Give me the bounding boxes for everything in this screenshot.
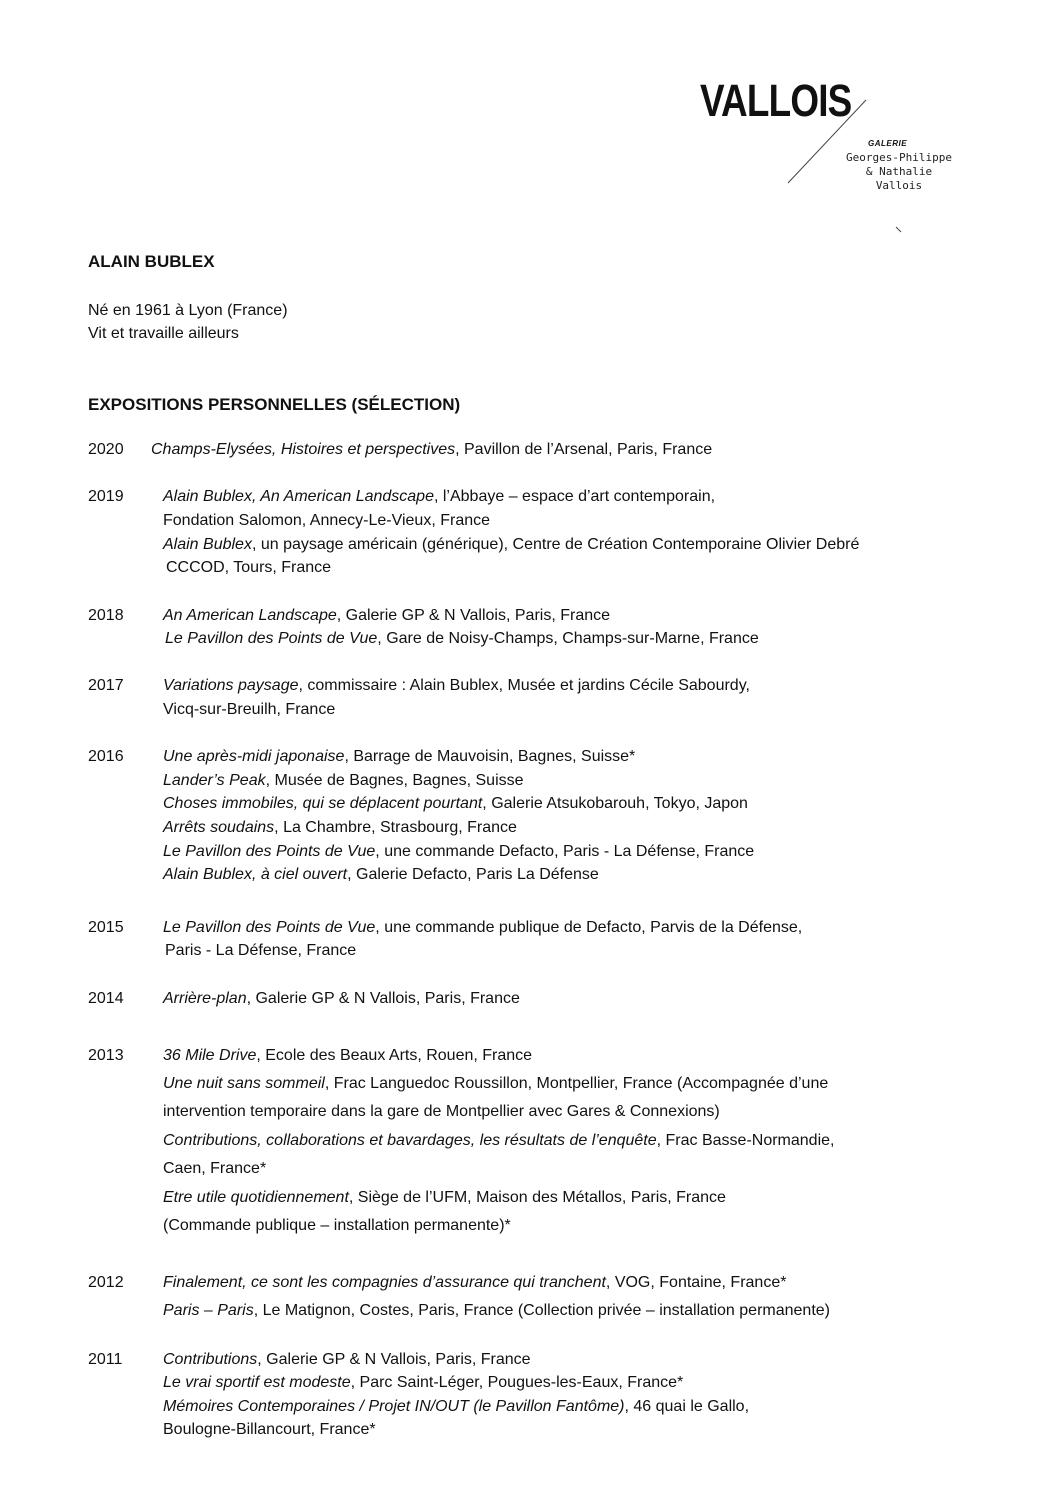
- exhibition-venue: , Le Matignon, Costes, Paris, France (Collection privée – installation permanente): [253, 1302, 830, 1319]
- exhibition-title: 36 Mile Drive: [163, 1047, 257, 1064]
- year-label: 2017: [88, 677, 124, 694]
- artist-name: ALAIN BUBLEX: [88, 252, 215, 271]
- artist-bio: [88, 299, 288, 345]
- exhibition-venue: , Frac Languedoc Roussillon, Montpellier, France (Accompagnée d’une: [324, 1075, 829, 1092]
- exhibition-line: [163, 1103, 720, 1121]
- year-label: 2020: [88, 441, 124, 458]
- exhibition-line: [163, 1160, 266, 1178]
- exhibition-venue: , Galerie Defacto, Paris La Défense: [347, 866, 599, 883]
- exhibition-title: An American Landscape: [163, 607, 337, 624]
- exhibition-line: [163, 607, 610, 625]
- exhibition-venue: , l’Abbaye – espace d’art contemporain,: [433, 488, 716, 505]
- exhibition-venue: , 46 quai le Gallo,: [624, 1398, 750, 1415]
- exhibition-venue: , une commande Defacto, Paris - La Défense, France: [375, 843, 755, 860]
- exhibition-line: [163, 748, 635, 766]
- exhibition-venue: , VOG, Fontaine, France*: [605, 1274, 787, 1291]
- logo-name-line: & Nathalie: [865, 165, 933, 178]
- exhibition-title: Arrière-plan: [163, 990, 247, 1007]
- year-label: 2012: [88, 1274, 124, 1291]
- bio-line: Vit et travaille ailleurs: [88, 325, 239, 342]
- year-label: 2015: [88, 919, 124, 936]
- exhibition-venue: , Siège de l’UFM, Maison des Métallos, Paris, France: [348, 1189, 726, 1206]
- exhibition-title: Mémoires Contemporaines / Projet IN/OUT (le Pavillon Fantôme): [163, 1398, 625, 1415]
- exhibition-title: Contributions: [163, 1351, 258, 1368]
- logo-name-line: Georges-Philippe: [846, 151, 952, 164]
- exhibition-title: Lander’s Peak: [163, 772, 266, 789]
- exhibition-line: [163, 1217, 511, 1235]
- logo-galerie-label: GALERIE: [868, 139, 908, 148]
- exhibition-venue: (Commande publique – installation permanente)*: [163, 1217, 511, 1234]
- section-title: EXPOSITIONS PERSONNELLES (SÉLECTION): [88, 395, 461, 414]
- exhibition-line: [163, 1132, 834, 1150]
- exhibition-line: [163, 1374, 683, 1392]
- year-label: 2018: [88, 607, 124, 624]
- exhibition-line: [165, 942, 356, 960]
- exhibition-venue: , Gare de Noisy-Champs, Champs-sur-Marne, France: [377, 630, 759, 647]
- year-label: 2013: [88, 1047, 124, 1064]
- exhibition-title: Alain Bublex, An American Landscape: [163, 488, 434, 505]
- exhibition-title: Variations paysage: [163, 677, 299, 694]
- exhibition-venue: , Ecole des Beaux Arts, Rouen, France: [256, 1047, 533, 1064]
- logo-wordmark: VALLOIS: [700, 75, 852, 126]
- year-label: 2011: [88, 1351, 123, 1368]
- exhibition-line: [163, 919, 802, 937]
- exhibition-line: [163, 795, 748, 813]
- exhibition-line: [163, 1274, 786, 1292]
- exhibition-line: [163, 1421, 376, 1439]
- exhibition-title: Une nuit sans sommeil: [163, 1075, 325, 1092]
- exhibition-venue: , Galerie GP & N Vallois, Paris, France: [336, 607, 611, 624]
- exhibition-venue: , Musée de Bagnes, Bagnes, Suisse: [265, 772, 524, 789]
- exhibition-venue: , Frac Basse-Normandie,: [656, 1132, 835, 1149]
- exhibition-venue: , Galerie GP & N Vallois, Paris, France: [246, 990, 520, 1007]
- exhibition-venue: , Barrage de Mauvoisin, Bagnes, Suisse*: [344, 748, 636, 765]
- exhibition-line: [163, 701, 335, 719]
- exhibition-venue: intervention temporaire dans la gare de Montpellier avec Gares & Connexions): [163, 1103, 720, 1120]
- exhibition-line: [163, 1075, 828, 1093]
- exhibition-line: [151, 441, 712, 459]
- exhibition-line: [163, 843, 754, 861]
- exhibition-venue: , Galerie Atsukobarouh, Tokyo, Japon: [482, 795, 748, 812]
- exhibition-title: Le Pavillon des Points de Vue: [163, 843, 376, 860]
- exhibition-venue: , un paysage américain (générique), Centre de Création Contemporaine Olivier Debré: [251, 536, 860, 553]
- exhibition-title: Le vrai sportif est modeste: [163, 1374, 351, 1391]
- logo-slash-graphic: [0, 0, 1058, 240]
- exhibition-line: [163, 488, 715, 506]
- exhibition-line: [163, 1398, 749, 1416]
- year-label: 2019: [88, 488, 124, 505]
- exhibition-line: [163, 772, 524, 790]
- exhibition-title: Etre utile quotidiennement: [163, 1189, 349, 1206]
- exhibition-title: Contributions, collaborations et bavardages, les résultats de l’enquête: [163, 1132, 657, 1149]
- exhibition-title: Choses immobiles, qui se déplacent pourtant: [163, 795, 483, 812]
- exhibition-line: [163, 990, 520, 1008]
- exhibition-venue: , La Chambre, Strasbourg, France: [274, 819, 517, 836]
- bio-line: Né en 1961 à Lyon (France): [88, 302, 288, 319]
- exhibition-line: [163, 1189, 726, 1207]
- exhibition-venue: Vicq-sur-Breuilh, France: [163, 701, 336, 718]
- exhibition-venue: Caen, France*: [163, 1160, 267, 1177]
- exhibition-line: [163, 1047, 532, 1065]
- exhibition-line: [165, 630, 759, 648]
- exhibition-title: Alain Bublex, à ciel ouvert: [163, 866, 348, 883]
- exhibition-title: Alain Bublex: [163, 536, 252, 553]
- exhibition-venue: , une commande publique de Defacto, Parvis de la Défense,: [375, 919, 803, 936]
- exhibition-line: [163, 536, 859, 554]
- exhibition-line: [163, 1351, 531, 1369]
- logo-name-line: Vallois: [875, 179, 923, 192]
- exhibition-title: Arrêts soudains: [163, 819, 275, 836]
- exhibition-title: Champs-Elysées, Histoires et perspectives: [151, 441, 456, 458]
- exhibition-line: [166, 559, 331, 577]
- exhibition-title: Le Pavillon des Points de Vue: [163, 919, 376, 936]
- exhibition-venue: Fondation Salomon, Annecy-Le-Vieux, France: [163, 512, 491, 529]
- exhibition-title: Finalement, ce sont les compagnies d’assurance qui tranchent: [163, 1274, 606, 1291]
- exhibition-venue: Boulogne-Billancourt, France*: [163, 1421, 376, 1438]
- year-label: 2016: [88, 748, 124, 765]
- exhibition-title: Le Pavillon des Points de Vue: [165, 630, 378, 647]
- exhibition-line: [163, 512, 490, 530]
- logo-owner-names: [843, 151, 955, 193]
- exhibition-venue: CCCOD, Tours, France: [166, 559, 332, 576]
- exhibition-line: [163, 866, 599, 884]
- exhibition-title: Une après-midi japonaise: [163, 748, 345, 765]
- exhibition-line: [163, 819, 517, 837]
- exhibition-line: [163, 1302, 830, 1320]
- exhibition-venue: Paris - La Défense, France: [165, 942, 357, 959]
- year-label: 2014: [88, 990, 124, 1007]
- exhibition-venue: , Parc Saint-Léger, Pougues-les-Eaux, France*: [350, 1374, 684, 1391]
- exhibition-title: Paris – Paris: [163, 1302, 254, 1319]
- exhibition-venue: , Galerie GP & N Vallois, Paris, France: [257, 1351, 531, 1368]
- exhibition-venue: , commissaire : Alain Bublex, Musée et jardins Cécile Sabourdy,: [298, 677, 750, 694]
- exhibition-venue: , Pavillon de l’Arsenal, Paris, France: [455, 441, 713, 458]
- exhibition-line: [163, 677, 750, 695]
